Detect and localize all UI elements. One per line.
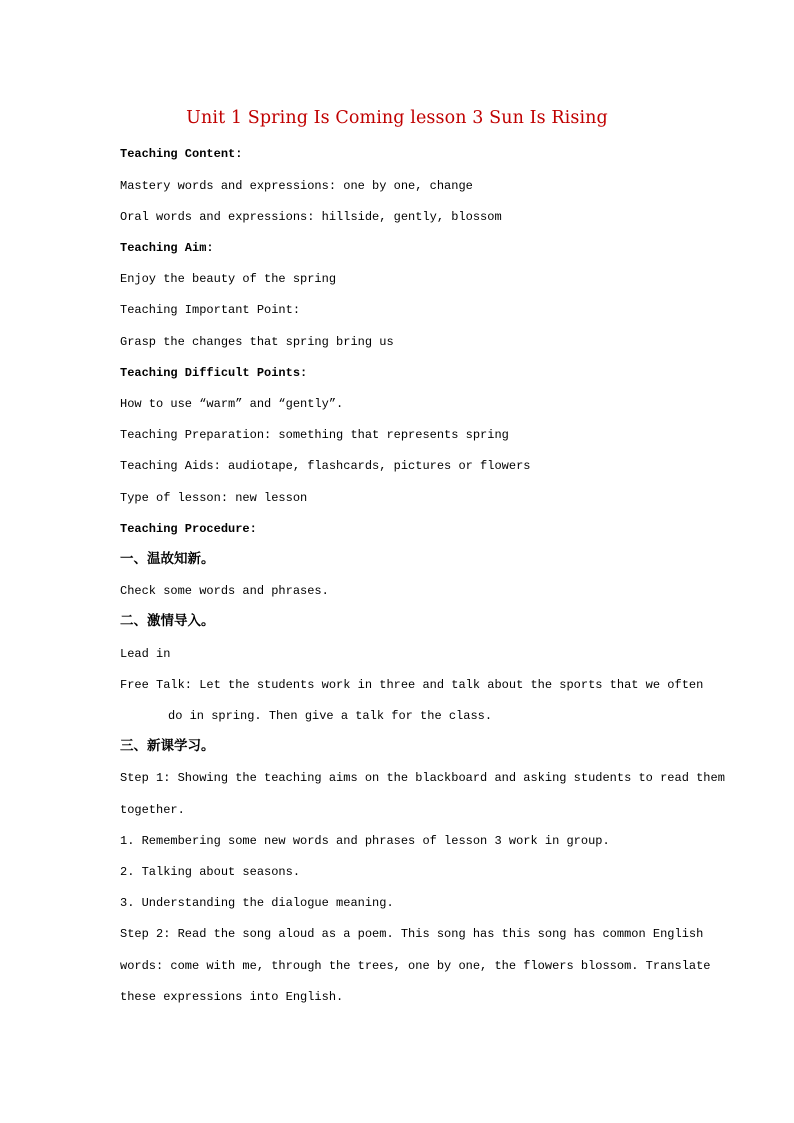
paragraph: How to use “warm” and “gently”.	[120, 397, 344, 411]
heading-teaching-content: Teaching Content:	[120, 147, 243, 161]
heading-teaching-aim: Teaching Aim:	[120, 241, 214, 255]
section-heading-1: 一、温故知新。	[120, 551, 215, 567]
list-item: 3. Understanding the dialogue meaning.	[120, 896, 394, 910]
paragraph: Teaching Preparation: something that represents spring	[120, 428, 509, 442]
paragraph: Grasp the changes that spring bring us	[120, 335, 394, 349]
list-item: 1. Remembering some new words and phrases of lesson 3 work in group.	[120, 834, 610, 848]
paragraph: Teaching Important Point:	[120, 303, 301, 317]
paragraph: Step 1: Showing the teaching aims on the blackboard and asking students to read them	[120, 771, 725, 785]
paragraph: Check some words and phrases.	[120, 584, 329, 598]
paragraph: Mastery words and expressions: one by one, change	[120, 179, 473, 193]
list-item: 2. Talking about seasons.	[120, 865, 301, 879]
paragraph: together.	[120, 803, 185, 817]
document-title: Unit 1 Spring Is Coming lesson 3 Sun Is Rising	[186, 108, 608, 128]
paragraph-continuation: do in spring. Then give a talk for the class.	[168, 709, 493, 723]
paragraph: Step 2: Read the song aloud as a poem. This song has this song has common English	[120, 927, 704, 941]
paragraph: Lead in	[120, 647, 171, 661]
paragraph: Oral words and expressions: hillside, gently, blossom	[120, 210, 502, 224]
section-heading-3: 三、新课学习。	[120, 738, 215, 754]
section-heading-2: 二、激情导入。	[120, 613, 215, 629]
paragraph: words: come with me, through the trees, one by one, the flowers blossom. Translate	[120, 959, 711, 973]
paragraph: these expressions into English.	[120, 990, 344, 1004]
paragraph: Teaching Aids: audiotape, flashcards, pictures or flowers	[120, 459, 531, 473]
paragraph: Enjoy the beauty of the spring	[120, 272, 337, 286]
paragraph: Free Talk: Let the students work in three and talk about the sports that we often	[120, 678, 704, 692]
heading-teaching-procedure: Teaching Procedure:	[120, 522, 257, 536]
heading-difficult-points: Teaching Difficult Points:	[120, 366, 308, 380]
paragraph: Type of lesson: new lesson	[120, 491, 308, 505]
